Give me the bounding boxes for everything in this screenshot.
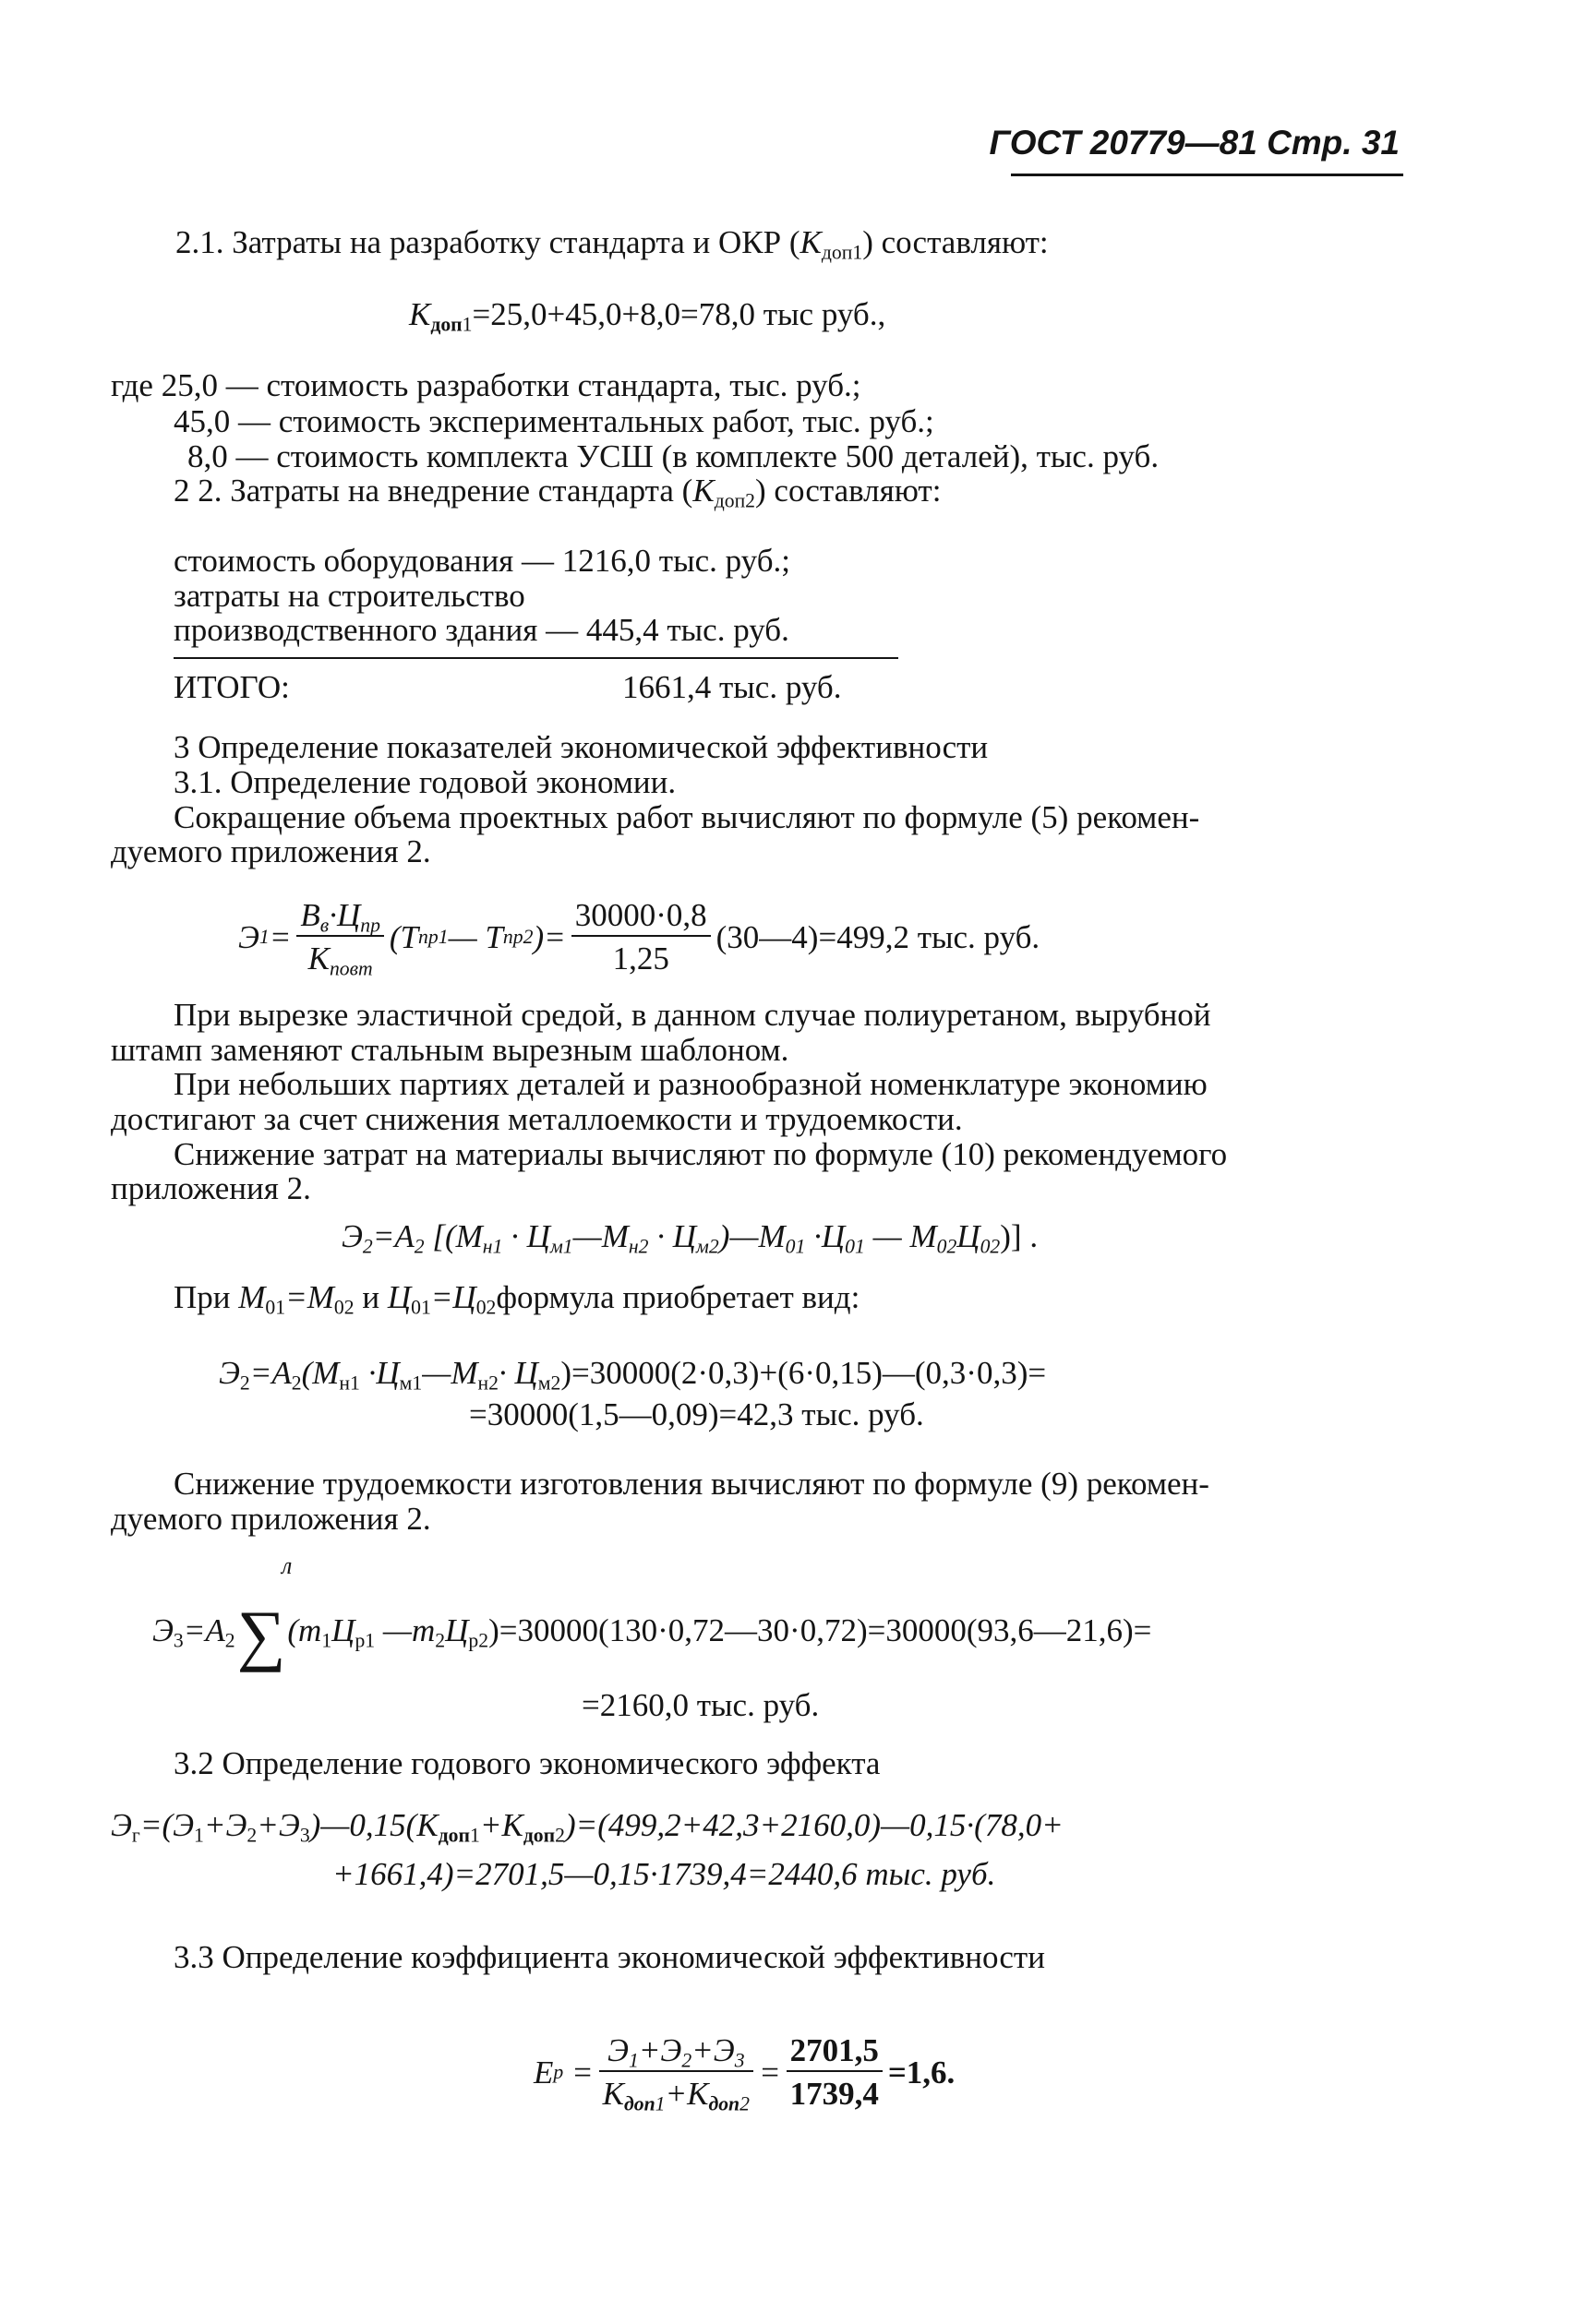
equals: = (758, 2054, 781, 2090)
sub-index: 1 (420, 1296, 431, 1319)
sub-index: 1 (365, 1629, 376, 1652)
term: +Э (691, 2032, 735, 2068)
term: =A (183, 1612, 225, 1648)
num-c: ·Ц (329, 897, 361, 933)
term: Ц (445, 1612, 469, 1648)
sub: в (319, 914, 330, 937)
total-rule (174, 657, 898, 659)
term: )—M (718, 1218, 786, 1254)
sub: доп (523, 1824, 556, 1847)
e1-result: (30—4)=499,2 тыс. руб. (715, 918, 1040, 955)
text: 2 2. Затраты на внедрение стандарта ( (174, 473, 693, 509)
equals: = (269, 918, 292, 955)
term: +Э (257, 1807, 300, 1843)
term: )—0,15(K (309, 1807, 439, 1843)
sub: м (399, 1372, 413, 1395)
sub: 3 (173, 1629, 184, 1652)
paren-mid: — T (448, 918, 503, 955)
sub-index: 1 (562, 1235, 573, 1258)
where-line-1: где 25,0 — стоимость разработки стандарта, тыс. руб.; (111, 367, 861, 403)
term: =(Э (139, 1807, 195, 1843)
denominator: 1739,4 (789, 2076, 879, 2112)
term: +K (479, 1807, 523, 1843)
sub-index: 2 (990, 1235, 1001, 1258)
sub: 0 (475, 1296, 487, 1319)
term: =M (285, 1279, 334, 1315)
sub-index: 2 (708, 1235, 719, 1258)
sub: м (696, 1235, 709, 1258)
sub: доп (821, 241, 853, 264)
ep-result: =1,6. (887, 2054, 956, 2090)
term: )=(499,2+42,3+2160,0)—0,15·(78,0+ (564, 1807, 1064, 1843)
sub-index: 1 (852, 241, 863, 264)
where-line-2: 45,0 — стоимость экспериментальных работ, тыс. руб.; (174, 403, 934, 439)
formula-k-dop1 (409, 296, 886, 336)
paragraph-6-line-2: дуемого приложения 2. (111, 1501, 431, 1537)
paragraph-4-line-1: Снижение затрат на материалы вычисляют по формуле (10) рекомендуемого (174, 1136, 1228, 1172)
sub: 1 (628, 2049, 639, 2072)
formula-body: =25,0+45,0+8,0=78,0 тыс руб., (472, 296, 886, 332)
sub-index: 2 (739, 2092, 750, 2115)
term: [(M (424, 1218, 483, 1254)
cost-equipment: стоимость оборудования — 1216,0 тыс. руб.; (174, 543, 790, 579)
term: )] . (1000, 1218, 1039, 1254)
fraction-1 (599, 2032, 753, 2115)
text: ) составляют: (862, 224, 1049, 260)
symbol-k: K (800, 224, 822, 260)
paragraph-6-line-1: Снижение трудоемкости изготовления вычисляют по формуле (9) рекомен- (174, 1466, 1209, 1502)
sub: 2 (246, 1824, 258, 1847)
section-3-1-heading: 3.1. Определение годовой экономии. (174, 764, 677, 800)
sub: 0 (265, 1296, 276, 1319)
numerator: 2701,5 (787, 2034, 883, 2072)
sub-index: 1 (854, 1235, 865, 1258)
sub: м (537, 1372, 551, 1395)
formula-ep: E р = $\frac{Э_1+Э_2+Э_3}{K_{доп1}+K_{доп2}}$ = $\frac{2701,5}{1739,4}$ =1,6. (534, 2032, 956, 2115)
total-value: 1661,4 тыс. руб. (622, 669, 842, 705)
sub: доп (714, 489, 746, 512)
paren-close: )= (533, 918, 566, 955)
sub: повт (329, 957, 373, 980)
where-line-3: 8,0 — стоимость комплекта УСШ (в комплекте 500 деталей), тыс. руб. (187, 438, 1160, 474)
formula-e3-line-1 (152, 1598, 1152, 1673)
condition-line (174, 1279, 860, 1319)
sub-index: 1 (795, 1235, 806, 1258)
paragraph-3-line-2: достигают за счет снижения металлоемкости и трудоемкости. (111, 1101, 963, 1137)
term: Э (607, 2032, 629, 2068)
symbol-e: Э (238, 918, 259, 955)
sub: г (131, 1824, 140, 1847)
formula-e2-substituted-line-1 (219, 1355, 1047, 1395)
term: · Ц (498, 1355, 538, 1391)
term: (M (301, 1355, 340, 1391)
sub: 2 (291, 1372, 302, 1395)
sub: 2 (362, 1235, 373, 1258)
text: ) составляют: (755, 473, 942, 509)
formula-e1: Э 1 = $\frac{В_в\cdot Ц_{пр}}{K_{повт}}$ (T пр 1 — T пр 2 )= $\frac{30000\cdot 0,8}{1,25}$ (30—4)=499,2 тыс. руб. (238, 897, 1040, 980)
term: —M (572, 1218, 629, 1254)
term: ·Ц (359, 1355, 400, 1391)
text: и (354, 1279, 388, 1315)
sub: 0 (845, 1235, 855, 1258)
sub-index: 2 (946, 1235, 957, 1258)
cost-building: производственного здания — 445,4 тыс. руб. (174, 612, 789, 648)
term: Ц (331, 1612, 355, 1648)
term: —т (375, 1612, 436, 1648)
term: +Э (638, 2032, 682, 2068)
sub-index: 2 (550, 1372, 561, 1395)
cost-construction-label: затраты на строительство (174, 578, 525, 614)
numerator (296, 899, 384, 937)
term: Ц (956, 1218, 980, 1254)
sub: р (468, 1629, 479, 1652)
sub-index: 2 (478, 1629, 489, 1652)
section-3-heading: 3 Определение показателей экономической эффективности (174, 729, 989, 765)
formula-eg-line-1 (111, 1807, 1064, 1847)
numerator (599, 2034, 753, 2072)
symbol-k: K (692, 473, 715, 509)
section-3-2-heading: 3.2 Определение годового экономического эффекта (174, 1745, 881, 1781)
sub-index: 1 (350, 1372, 360, 1395)
sub-index: 1 (492, 1235, 503, 1258)
sub-index: 1 (412, 1372, 423, 1395)
sub: 1 (194, 1824, 204, 1847)
sub: 0 (785, 1235, 796, 1258)
sub-index: 2 (745, 489, 756, 512)
term: =A (249, 1355, 292, 1391)
denominator (296, 937, 384, 980)
sub: 1 (321, 1629, 332, 1652)
sub: доп (438, 1824, 470, 1847)
paragraph-4-line-2: приложения 2. (111, 1170, 311, 1206)
symbol-e: Э (152, 1612, 174, 1648)
sub-index: 2 (488, 1372, 499, 1395)
sub-index: 1 (470, 1824, 480, 1847)
term: +K (665, 2076, 709, 2112)
denominator: 1,25 (612, 940, 669, 976)
term: ·Ц (805, 1218, 846, 1254)
symbol-e: Э (219, 1355, 240, 1391)
term: +Э (203, 1807, 247, 1843)
symbol-e: Э (111, 1807, 132, 1843)
term: — M (864, 1218, 937, 1254)
sub-index: 2 (555, 1824, 565, 1847)
section-3-3-heading: 3.3 Определение коэффициента экономической эффективности (174, 1939, 1045, 1975)
sub: н (477, 1372, 489, 1395)
sub: 0 (980, 1235, 991, 1258)
paren-open: (T (389, 918, 419, 955)
formula-eg-line-2: +1661,4)=2701,5—0,15·1739,4=2440,6 тыс. руб. (332, 1856, 996, 1892)
sub: 3 (734, 2049, 745, 2072)
denominator (599, 2072, 753, 2115)
sub: 2 (414, 1235, 425, 1258)
formula-e2 (342, 1218, 1039, 1258)
numerator: 30000·0,8 (571, 899, 711, 937)
sub-index: 1 (655, 2092, 666, 2115)
paragraph-2-line-2: штамп заменяют стальным вырезным шаблоном. (111, 1032, 789, 1068)
fraction-2 (571, 899, 711, 975)
sub: н (628, 1235, 639, 1258)
sub: пр (360, 914, 380, 937)
sub: 3 (299, 1824, 310, 1847)
symbol-e: Э (342, 1218, 363, 1254)
total-label: ИТОГО: (174, 669, 290, 705)
text: При (174, 1279, 239, 1315)
term: · Ц (648, 1218, 697, 1254)
sum-sign: ∑ (236, 1598, 286, 1673)
sub: м (549, 1235, 563, 1258)
symbol-c: Ц (387, 1279, 412, 1315)
term: · Ц (502, 1218, 550, 1254)
den-k: K (307, 940, 330, 976)
paragraph-1-line-2: дуемого приложения 2. (111, 833, 431, 869)
sub: 0 (411, 1296, 421, 1319)
sub: доп (623, 2092, 655, 2115)
fraction-1 (296, 897, 384, 980)
text: формула приобретает вид: (496, 1279, 860, 1315)
section-2-2-heading (174, 473, 942, 512)
sub: доп (708, 2092, 740, 2115)
sub: 0 (936, 1235, 947, 1258)
sub: 2 (239, 1372, 250, 1395)
term: )=30000(2·0,3)+(6·0,15)—(0,3·0,3)= (560, 1355, 1047, 1391)
section-2-1-heading (175, 224, 1049, 264)
page-header: ГОСТ 20779—81 Стр. 31 (989, 124, 1400, 162)
term: K (602, 2076, 624, 2112)
num-b: В (300, 897, 320, 933)
paragraph-1-line-1: Сокращение объема проектных работ вычисляют по формуле (5) рекомен- (174, 799, 1200, 835)
sub-index: 2 (343, 1296, 355, 1319)
sub-index: 2 (638, 1235, 649, 1258)
formula-e3-line-2: =2160,0 тыс. руб. (582, 1687, 820, 1723)
sub-index: 1 (275, 1296, 286, 1319)
sub: р (355, 1629, 366, 1652)
sub: 0 (333, 1296, 344, 1319)
fraction-2 (787, 2034, 883, 2110)
paragraph-2-line-1: При вырезке эластичной средой, в данном случае полиуретаном, вырубной (174, 997, 1211, 1033)
sub: н (482, 1235, 493, 1258)
term: (т (287, 1612, 322, 1648)
term: =Ц (430, 1279, 476, 1315)
formula-e2-substituted-line-2: =30000(1,5—0,09)=42,3 тыс. руб. (469, 1396, 924, 1432)
sub: 2 (435, 1629, 446, 1652)
sub: 2 (224, 1629, 235, 1652)
equals: = (563, 2054, 594, 2090)
symbol-e: E (534, 2054, 554, 2090)
text: 2.1. Затраты на разработку стандарта и ОКР ( (175, 224, 800, 260)
paragraph-3-line-1: При небольших партиях деталей и разнообразной номенклатуре экономию (174, 1066, 1208, 1102)
sum-upper-limit: л (282, 1552, 293, 1579)
sub-index: 2 (486, 1296, 497, 1319)
sub: 2 (681, 2049, 692, 2072)
sub: н (339, 1372, 351, 1395)
header-rule (1011, 174, 1403, 176)
sub: доп (430, 313, 463, 336)
symbol-k: K (409, 296, 431, 332)
term: =A (372, 1218, 415, 1254)
term: )=30000(130·0,72—30·0,72)=30000(93,6—21,6)= (488, 1612, 1152, 1648)
symbol-m: M (238, 1279, 266, 1315)
term: —M (422, 1355, 478, 1391)
sub-index: 1 (462, 313, 473, 336)
